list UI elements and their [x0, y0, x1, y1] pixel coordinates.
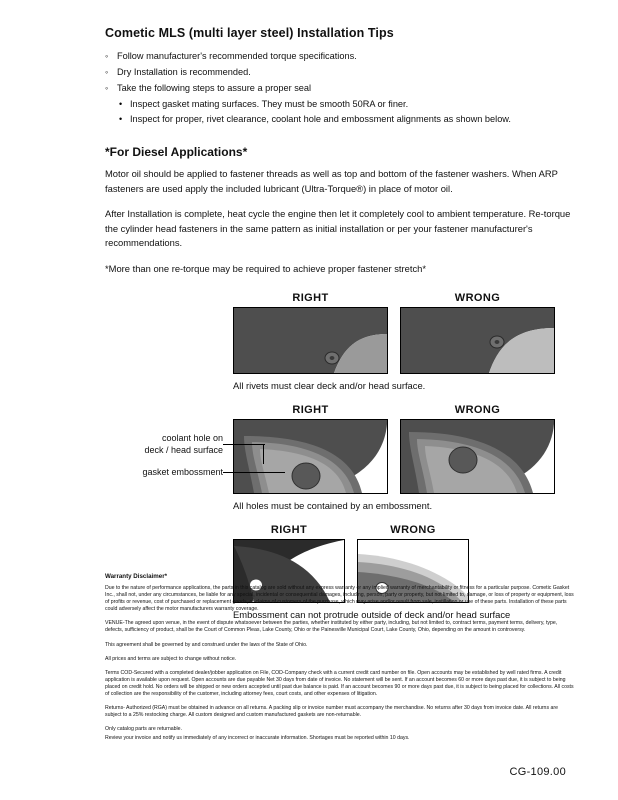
tip-item — [105, 81, 575, 127]
tip-text: Follow manufacturer's recommended torque specifications. — [117, 51, 357, 61]
warranty-section — [105, 573, 575, 750]
tips-list — [105, 49, 575, 127]
diesel-paragraph-2: After Installation is complete, heat cycle the engine then let it completely cool to ambient temperature. Re-torque the cylinder head fasteners in the same pattern as initial installation or per your fastener manufacturer's recommendations. — [105, 208, 571, 248]
warranty-paragraph: Terms COD-Secured with a completed dealer/jobber application on File, COD-Company check with a current credit card number on file. Open accounts may be established by well rated firms. A credit application is available upon request. Open accounts are due payable Net 30 days from date of invoice. No statement will be sent. If an account becomes 60 or more days past due, it is subject to being placed on credit hold. No orders will be shipped or new orders accepted until past due balance is paid. If an account becomes 90 or more days past due, it is subject to being placed for collections. All costs of collection are the responsibility of the customer, including attorney fees, court costs, and other expenses of litigation. — [105, 669, 574, 698]
main-content — [105, 26, 575, 621]
callout-leader-embossment — [223, 472, 285, 473]
warranty-paragraph: This agreement shall be governed by and construed under the laws of the State of Ohio. — [105, 641, 308, 648]
callout-coolant-line2: deck / head surface — [144, 444, 223, 455]
tip-text: Dry Installation is recommended. — [117, 67, 251, 77]
figure-caption-protrude: Embossment can not protrude outside of deck and/or head surface — [233, 608, 511, 620]
tip-text: Take the following steps to assure a proper seal — [117, 83, 312, 93]
figure-group-rivets — [105, 292, 575, 392]
figure-hole-wrong — [400, 404, 555, 494]
figure-image-rivet-right — [233, 307, 388, 374]
warranty-paragraph: All prices and terms are subject to change without notice. — [105, 655, 237, 662]
figure-hole-right — [233, 404, 388, 494]
figure-image-hole-right — [233, 419, 388, 494]
warranty-paragraph: VENUE-The agreed upon venue, in the event of dispute whatsoever between the parties, whether instituted by either party, including, but not limited to, contract terms, payment terms, delivery, type, defects, sufficiency of product, shall be the Court of Common Pleas, Lake County, Ohio or the Painesville Municipal Court, Lake County, Ohio, depending on the amount in controversy. — [105, 620, 558, 634]
figure-group-holes — [105, 404, 575, 512]
document-number: CG-109.00 — [509, 766, 566, 778]
warranty-paragraph: Returns- Authorized (RGA) must be obtained in advance on all returns. A packing slip or invoice number must accompany the merchandise. No returns after 30 days from invoice date. All returns are subject to a 25% restocking charge. All custom designed and custom manufactured gaskets are non-returnable. — [105, 705, 558, 719]
tip-sublist — [117, 97, 575, 127]
callout-embossment-label: gasket embossment — [142, 466, 223, 477]
warranty-heading: Warranty Disclaimer* — [105, 573, 168, 580]
rivet-right-svg — [234, 308, 387, 373]
diesel-paragraph-1: Motor oil should be applied to fastener threads as well as top and bottom of the fastener washers. When ARP fasteners are used apply the included lubricant (Ultra-Torque®) in place of motor oil. — [105, 168, 558, 194]
callout-coolant-hole — [103, 432, 223, 456]
figure-rivet-wrong — [400, 292, 555, 374]
figure-label-wrong: WRONG — [454, 403, 501, 416]
callout-coolant-line1: coolant hole on — [161, 432, 223, 443]
warranty-paragraph: Review your invoice and notify us immediately of any incorrect or inaccurate information. Shortages must be reported within 10 days. — [105, 735, 410, 742]
callout-embossment — [103, 466, 223, 478]
callout-leader-coolant — [223, 444, 265, 445]
figure-label-right: RIGHT — [292, 291, 329, 304]
tip-subitem: • Inspect for proper, rivet clearance, coolant hole and embossment alignments as shown below. — [117, 112, 575, 127]
figure-label-wrong: WRONG — [390, 523, 436, 536]
hole-right-svg — [234, 420, 387, 493]
figure-caption-rivets: All rivets must clear deck and/or head surface. — [233, 379, 426, 391]
figure-label-wrong: WRONG — [454, 291, 501, 304]
page-title: Cometic MLS (multi layer steel) Installation Tips — [105, 26, 394, 40]
tip-item — [105, 49, 575, 64]
diesel-heading: *For Diesel Applications* — [105, 145, 248, 159]
tip-subitem: • Inspect gasket mating surfaces. They must be smooth 50RA or finer. — [117, 97, 575, 112]
figure-image-rivet-wrong — [400, 307, 555, 374]
diesel-note: *More than one re-torque may be required to achieve proper fastener stretch* — [105, 262, 427, 274]
figure-image-hole-wrong — [400, 419, 555, 494]
figure-label-right: RIGHT — [270, 523, 308, 536]
figure-rivet-right — [233, 292, 388, 374]
warranty-paragraph: Due to the nature of performance applications, the parts in this catalog are sold without any express warranty or any implied warranty of merchantability or fitness for a particular purpose. Cometic Gasket Inc., shall not, under any circumstances, be liable for any special, incidental or consequential damages, including, person, party or property, but not limited to, damage, or loss of property or equipment, loss of profits or revenue, cost of purchased or replacement goods, or claims of customers of the purchase, which may arise and/or result from sale, instillation or use of these parts. Installation of these parts could adversely affect the motor manufacturers warranty coverage. — [105, 585, 574, 613]
callout-leader-coolant-down — [263, 444, 264, 464]
figure-label-right: RIGHT — [292, 403, 329, 416]
hole-wrong-svg — [401, 420, 554, 493]
tip-item — [105, 65, 575, 80]
figure-caption-holes: All holes must be contained by an embossment. — [233, 499, 433, 511]
warranty-paragraph: Only catalog parts are returnable. — [105, 726, 182, 733]
rivet-wrong-svg — [401, 308, 554, 373]
